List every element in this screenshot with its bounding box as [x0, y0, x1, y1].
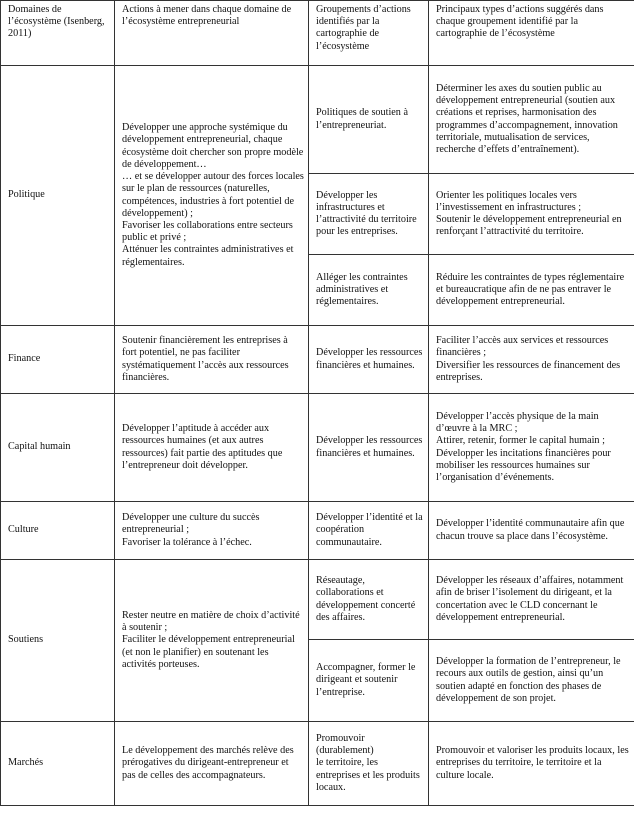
action-types-cell: Orienter les politiques locales vers l’investissement en infrastructures ; Soutenir le développement entrepreneurial en renforçant l’attractivité du territoire. [429, 174, 634, 255]
action-types-cell: Développer l’accès physique de la main d’œuvre à la MRC ; Attirer, retenir, former le capital humain ; Développer les incitations financières pour mobiliser les ressources humaines sur l’organisation d’événements. [429, 394, 634, 502]
action-cell: Développer une culture du succès entrepreneurial ; Favoriser la tolérance à l’échec. [115, 502, 309, 560]
group-cell: Développer l’identité et la coopération communautaire. [309, 502, 429, 560]
action-cell: Soutenir financièrement les entreprises à fort potentiel, ne pas faciliter systématiquement l’accès aux ressources financières. [115, 326, 309, 394]
group-cell: Alléger les contraintes administratives et réglementaires. [309, 255, 429, 326]
action-types-cell: Faciliter l’accès aux services et ressources financières ; Diversifier les ressources de financement des entreprises. [429, 326, 634, 394]
header-row [1, 1, 634, 66]
action-types-cell: Réduire les contraintes de types réglementaire et bureaucratique afin de ne pas entraver le développement entrepreneurial. [429, 255, 634, 326]
group-cell: Promouvoir (durablement) le territoire, les entreprises et les produits locaux. [309, 722, 429, 806]
domain-cell: Soutiens [1, 560, 115, 722]
domain-cell: Finance [1, 326, 115, 394]
header-domain: Domaines de l’écosystème (Isenberg, 2011) [1, 1, 115, 66]
header-actions: Actions à mener dans chaque domaine de l’écosystème entrepreneurial [115, 1, 309, 66]
header-action-types: Principaux types d’actions suggérés dans chaque groupement identifié par la cartographie de l’écosystème [429, 1, 634, 66]
group-cell: Réseautage, collaborations et développement concerté des affaires. [309, 560, 429, 640]
table-row [1, 560, 634, 640]
action-types-cell: Développer l’identité communautaire afin que chacun trouve sa place dans l’écosystème. [429, 502, 634, 560]
table-row [1, 722, 634, 806]
group-cell: Accompagner, former le dirigeant et soutenir l’entreprise. [309, 640, 429, 722]
action-cell: Le développement des marchés relève des prérogatives du dirigeant-entrepreneur et pas de celles des accompagnateurs. [115, 722, 309, 806]
header-groups: Groupements d’actions identifiés par la cartographie de l’écosystème [309, 1, 429, 66]
table-row [1, 66, 634, 174]
action-cell: Développer l’aptitude à accéder aux ressources humaines (et aux autres ressources) fait partie des aptitudes que l’entrepreneur doit développer. [115, 394, 309, 502]
group-cell: Développer les ressources financières et humaines. [309, 326, 429, 394]
domain-cell: Culture [1, 502, 115, 560]
table-row [1, 394, 634, 502]
group-cell: Développer les ressources financières et humaines. [309, 394, 429, 502]
group-cell: Politiques de soutien à l’entrepreneuriat. [309, 66, 429, 174]
table-row [1, 502, 634, 560]
action-types-cell: Promouvoir et valoriser les produits locaux, les entreprises du territoire, le territoire et la culture locale. [429, 722, 634, 806]
action-types-cell: Développer la formation de l’entrepreneur, le recours aux outils de gestion, ainsi qu’un soutien adapté en fonction des phases de développement de son projet. [429, 640, 634, 722]
action-types-cell: Déterminer les axes du soutien public au développement entrepreneurial (soutien aux créations et reprises, harmonisation des programmes d’accompagnement, innovation territoriale, mutualisation de services, recherche d’effets d’entraînement). [429, 66, 634, 174]
action-types-cell: Développer les réseaux d’affaires, notamment afin de briser l’isolement du dirigeant, et la concertation avec le CLD concernant le développement entrepreneurial. [429, 560, 634, 640]
domain-cell: Politique [1, 66, 115, 326]
domain-cell: Marchés [1, 722, 115, 806]
group-cell: Développer les infrastructures et l’attractivité du territoire pour les entreprises. [309, 174, 429, 255]
table-row [1, 326, 634, 394]
action-cell: Rester neutre en matière de choix d’activité à soutenir ; Faciliter le développement entrepreneurial (et non le planifier) en soutenant les activités porteuses. [115, 560, 309, 722]
domain-cell: Capital humain [1, 394, 115, 502]
action-cell: Développer une approche systémique du développement entrepreneurial, chaque écosystème doit chercher son propre modèle de développement… … et se développer autour des forces locales sur le plan de ressources (naturelles, compétences, industries à fort potentiel de développement) ; Favoriser les collaborations entre secteurs public et privé ; Atténuer les contraintes administratives et réglementaires. [115, 66, 309, 326]
